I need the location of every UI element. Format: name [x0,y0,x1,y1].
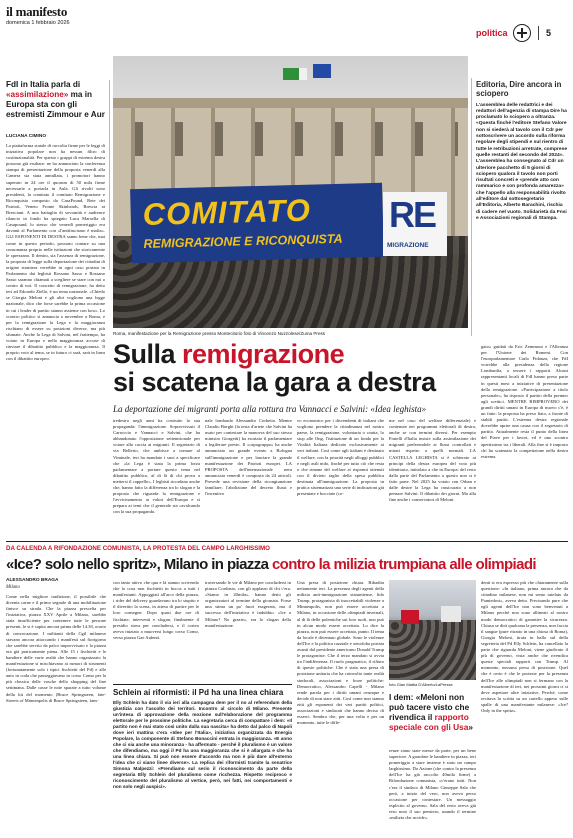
bottom-column-6: denti si era espresso più che chiaramente sulla questione: «In italiano, prima ancora che da cittadino milanese, non mi sento tutelato da Piantedosi», aveva detto. Precisando pure che egli agenti dell'Ice non sono benvenuti a Milano perché non sono allineati al nostro modo democratico di garantire la sicurezza. Chiusa se dirà qualcuna la presenza, non faccia il sangue (pure ritratto in una chiosa di Roma), Giorgia Meloni, tirata in ballo sul della segreteria del Pd Elly Schlein, ha cancellato la parte che riguarda Meloni, viene giudicato il più di governo, vista anche che rivendica queste speciali rapporti con Trump. Al momento, nessuna presa di posizione. Quel che è certo è che le proteste per la presenza dell'Ice alle olimpiadi non si fermano con la manifestazione di ieri, nei prossimi giorni ci si deve aspettare altre iniziative, Perché, come recitava la scritta su un cartello appeso sulle spalle di una manifestante milanese: «Ice? Only in the spritz». [481,580,568,713]
bottom-column-1: Come nella migliore tradizione, il possibile che diventa carne e il primo segnale di una mobilitazione finisce su strada. Che la piazza prescelta per l'iniziativa, piazza XXV Aprile a Milano, sarebbe stata insufficiente per contenere tutte le persone presenti, le si è capito ancora prima delle 14.30, orario di convocazione. I militanti della Cgil milanese stavano ancora attaccando i manifesti sul fiorigorno che sarebbe servito da palco improvvisato e la piazza era già praticamente piena. Alle 15 i fischietti e le bandiere delle varie realtà che hanno organizzato la manifestazione si mischiavano ai rumori di strumenti (fortunatamente solo i tipici fischietti del Pd) e alle auto in coda che passeggiavano in corso Como per la più classica delle vasche dello shopping del fine settimana. Dalle casse le note sparate a tutto volume della hit del momento (Bruce Springsteen, fate- Streets of Minneapolis di Bruce Springsteen, fans- [6,594,106,703]
sidebar-left-headline: FdI in Italia parla di «assimilazione» ma in Europa sta con gli estremisti Zimmour e Aur [6,80,105,119]
protest-photo [389,580,476,680]
bottom-column-4: Una presa di posizione chiara. Ribadita nettamente ieri. La presenza degli agenti della milizia anti-immigrazione statunitense, fido Trump, protagonista di inaccettabili violenze a Minneapolis, non può essere accettata a Milano, in occasione delle olimpiadi invernali, al di là delle polemiche sui loro ruoli, non può in alcun modo essere accettata. Lo dice la piazza, non può essere accettata, punto. Il tema da locale è diventato globale. Sono le violenze dell'Ice e la politica razziale e xenofoba portata avanti dal presidente americano Donald Trump le protagoniste. Che il terzo mandato si avvia tra l'indifferenza. Il ruolo pragmatico, il rifiuto di queste politiche. Che è stata una presa di posizione unitaria che ha coinvolto tante realtà sindacali, associazioni e forze politiche: Democratico, Alessandro Capelli - Milano rende parola per i diritti umani ovunque e decide di non stare zitti. Così come non stanno zitti gli esponenti dei vari partiti politici, associazioni e sindacati che hanno deciso di esserci. Sembra che, per una volta e per un momento, tutte le diffe- [297,580,384,726]
main-column-5: gato» guidati da Eric Zemmour e l'Alleanza per l'Unione dei Romeni. Con l'europarlamentare Carlo Fidanza, che FdI vorrebbe alla presidenza della regione Lombardia, a tessere i rapporti. Alcuni rappresentanti locali di FdI hanno preso parte in questi mesi a iniziative di presentazione della remigrazione. «Partecipazione a titolo personale», ha risposto il partito della premier agli scettici. MENTRE RIMPROVERO dei grandi diritti umani in Europa di nuovo c'è, è un fatto: la proposta ha preso fiato, a fronte di stabili partiti. L'estrema destra regionale dovrebbe aprire una causa con il segretario di partito. Attualmente resta il punto della linea del Piave per i lavori, ed è uno scontro apertissimo tra i liberali. Alla fine si è imposto chi ha scatenato la competizione nella destra estrema. [481,344,568,459]
protest-banner [130,183,384,264]
remigrazione-logo: RE MIGRAZIONE [383,192,447,256]
main-column-4: me nel caso del welfare differenziale) e contenute nei programmi elettorali di destra, anche se con termini diversi. Per esempio Fratelli d'Italia insiste sulla assimilazione dei migranti preferendole ai flussi controllati e mirati rispetto a quelli normali. LA CASTELLA LEGHISTA si è schierato ai principi della destra europea del voto più identitario, intitolato a che in Europa: del resto dalla parte del Parlamento a questo non si è fatto parte. Nel 2025 ha votato con Orban e dalle destre la Lega ha rassicurato a non pensare Salvini. Il dibattito dei giorni. Ma alla fine anche i conservatori di Meloni. [389,418,476,503]
bottom-author: ALESSANDRO BRAGA [6,578,59,583]
masthead-divider [538,26,539,40]
schlein-box-title: Schlein ai riformisti: il Pd ha una linea chiara [113,688,284,697]
main-column-1: tredestra negli anni ha costruito la sua propaganda: l'immigrazione. Sopravvissuti il Carroccio e Vannacci e Salvini, che ha abbandonato l'opposizione settentrionale per votare alla caccia ai migranti. Il segretario di via Bellerio, che ambisce a tornare al Viminale, ieri ha mandato i suoi a specificare che «la Lega è stata la prima forza parlamentare a portare questo tema nel dibattito pubblico, al di là di chi prova a mettersi il cappello». I leghisti ricordano anche che, hanno fatto la differenza tra lo slogan e la proposta che riguarda la remigrazione e l'avvicinamento ai valori dell'Europa e si prepara ai temi che il generale sta cavalcando con la sua propaganda. [113,418,200,515]
pull-quote: I dem: «Meloni non può tacere visto che rivendica il rapporto speciale con gli Usa» [389,692,473,732]
sidebar-right-body: L'assemblea delle redattrici e dei redattori dell'agenzia di stampa Dire ha proclamato lo sciopero a oltranza. «Questa finché l'editore Stefano Valore non si siederà al tavolo con il Cdr per sottoscrivere un accordo sulla riforma regolare degli stipendi e sul rientro di tutte le retribuzioni arretrate, comprese quelle restanti del secondo del 2024». L'assemblea ha consegnato al Cdr un ulteriore pacchetto di 5 giorni di sciopero qualora il tavolo non porti risultati concreti e «prende atto con rammarico e con profonda amarezza» che l'appello alla responsabilità rivolto all'editore dal sottosegretario all'Editoria, Alberto Barachini, rischia di cadere nel vuoto. Solidarietà da Fnsi e Associazioni regionali di Stampa. [476,102,568,221]
building-windows [123,122,458,156]
main-photo [113,56,468,328]
main-subheadline: La deportazione dei migranti porta alla rottura tra Vannacci e Salvini: «Idea leghista» [113,404,427,414]
bottom-headline: «Ice? solo nello spritz», Milano in piazza contro la milizia trumpiana alle olimpiadi [6,556,536,573]
sidebar-right-headline: Editoria, Dire ancora in sciopero [476,80,562,99]
bottom-location: Milano [6,585,20,590]
bottom-column-3: traversando le vie di Milano per concludersi in piazza Cordusio, con gli applausi di chi c'era. «Siamo in 20mila», hanno detto gli organizzatori al termine della giornata. Forse una stima un po' fuori esagerata, ma il successo dell'iniziativa è indubbio. «Ice a Milano? No grazie», era lo slogan della manifestazione. [205,580,291,628]
bottom-kicker: DA CALENDA A RIFONDAZIONE COMUNISTA, LA PROTESTA DEL CAMPO LARGHISSIMO [6,545,270,552]
flags [283,62,339,102]
photo-caption: Roma, manifestazione per la Remigrazione presso Montecitorio foto di Vincenzo Nuzzolese/Zuma Press [113,331,326,336]
protest-photo-caption: foto Gian Mattia D'Alberto/LaPresse [389,682,453,687]
bottom-column-5: renze siano state messe da parte, per un bene superiore. A guardare le bandiere in piazza, ieri pomeriggio a stare insieme è stato un campo larghissimo. Da Azione (che contro la presenza dell'Ice ha già raccolto 40mila firme) a Rifondazione comunista, «c'erano tutti. Non c'era il sindaco di Milano Giuseppe Sala che però, a inizio del vero, non aveva perso occasione per contestare. Un messaggio esplicito al governo. Sala del resto aveva già reso noto il suo pensiero, usando il termine «milizia che uccide». [389,748,476,821]
section-label: politica [476,28,508,38]
page-number: 5 [546,28,552,38]
masthead-date: domenica 1 febbraio 2026 [6,20,70,26]
masthead-logo: il manifesto [6,4,68,19]
sidebar-left-author: LUCIANA CIMINO [6,134,47,139]
section-divider [6,541,568,542]
sidebar-right [476,80,568,342]
bottom-column-2: con tanto attivo che qua e là stanno scrivendo che la cosa non fischietti in bocca a tutti i manifestanti. Appoggiati all'arco della piazza, i rider del delivery guardavano tra lo stupito e il divertito la scena, in attesa di partire per le loro consegne. Dopo quasi due ore di fischiate, interventi e slogan, finalmente il presidio stava per concludersi, e il corteo aveva iniziato a muoversi lungo corso Como, verso piazza Gae Aulenti. [113,580,199,640]
sidebar-left-body: La piattaforma statale di raccolta firme per le leggi di iniziativa popolare non ha nessun filtro di costituzionalità. Per questo i gruppi di estrema destra possono già esultare: ne ha annunciato la conferenza stampa di presentazione della proposta venerdì alla Camera sia stata annullata, i promotori hanno superato in 24 ore il quorum di 50 mila firme necessarie a portarla in Aula. Gli rivolti sono presidenti, la comitato il comitato Remigrazione e Riconquista composto da CasaPound, Rete dei Patrioti, Veneto Fronte Skinheads, Brescia ai Bresciani. A una battaglia di sovranità e audience rilancio in fondo ha spiegato Luca Marsella di Casapound, lo stesso che venerdì pomeriggio era davanti al Parlamento con «l'antifascismo è mafia». GLI ESPONENTI DI DESTRA sanno bene che, mai come in questo periodo, possono contare su una consonanza proprio nelle istituzioni che storicamente le sprezzano. Il dentro, sia l'assenza di remigrazione, la proposta di legge sulla deportazione dei cittadini di origine straniera verrebbe in ogni caso portata in Parlamento dai leghisti Rossano Sasso e Rossano Sasso saranno chiamati a scegliere se stare con noi o contro di noi. Il concetto di remigrazione, ha detto ieri ad Edoardo Ziello, è un tema nazionale. «Chiedo se Giorgia Meloni e gli altri vogliono una legge nazionale, dico che forse sarebbe la prima occasione in cui i leader di partito stanno assieme con loro». Lo scontro politico si annuncia a novembre a Roma, e per la remigrazione la Lega e la maggioranza rischiano di essere su posizioni diverse, ma più sfumate. Anche la Lega di Salvini, nel frattempo, ha votato in Europa e nella maggioranza accuse di rinviare il dibattito pubblico e la maggioranza. Il proprio voto al tema, se in futuro ci sarà, sarà in linea con il dibattito europeo. [6,143,105,362]
main-column-2: nale lombardo Alessandro Corbetta. Mentre Claudio Borghi (la testa d'ariete che Salvini ha usato per contestare la manovra del suo stesso ministro Giorgetti) ha esortato il parlamentare a legiferare presto. Il «capogruppo» ha anche annunciato un grande evento a Bologna sull'immigrazione e per lanciare la grande manifestazione dei Patrioti europei. LA PROPOSTA dell'internazionale nera annunciata venerdì è composta da 24 articoli. Prevede una revisione della ricongiunzione familiare, l'abolizione del decreto flussi e l'incentivo [205,418,292,497]
main-headline: Sulla remigrazione si scatena la gara a destra [113,339,436,397]
schlein-box-body: Elly Schlein ha dato il via ieri alla campagna dem per il no al referendum della giustizia con l'ascolto dei territori. Incontro al circolo di Milano. Presente un'intesa di approvazione della mozione sull'elaborazione del programma elettorale per le prossime politiche. La segretaria cerca di compattare i dem: «Il partito non è mai stato così unito dalla sua nascita» ha detto dal palco di Napoli dove ieri mattina c'era «Idee per l'Italia», iniziativa organizzata da Energia Popolare, la componente di Stefano Bonaccini entrata in maggioranza. «E anno che ci sia anche una minoranza - ha affermato - perché il pluralismo è un valore che difendiamo, ma oggi il Pd ha una maggioranza che si è allargata e che ha una linea chiara. Si può non essere d'accordo ma non è più dare all'esterno l'idea che ci siano linee diverse». La replica dei riformisti tramite la senatrice Simona Malpezzi: «Prendiamo sul serio il riconoscimento da parte della segretaria Elly Schlein del pluralismo come ricchezza. Rispetto reciproco e riconoscimento del pluralismo al vertice, però, nei fatti, nei comportamenti e non solo negli auspici». [113,700,292,789]
masthead [0,0,573,48]
main-column-3: vo economico per i discendenti di italiani che vogliono prendere la cittadinanza nel nostro paese, la remigrazione, volontaria o coatta, lo stop alle Ong, l'istituzione di un fondo per la Vitalità Italiana dedicato esclusivamente ai veri italiani. Così come agli italiani è destinato il welfare, con la priorità negli alloggi pubblici e negli asili nido, finché per tutto ciò che resta o che rimane del welfare ai risparmi ottenuti con il divieto taglio della spesa pubblica destinata all'immigrazione. La proposta in pratica sistematizza una serie di indicazioni già presentate e bocciate (co- [297,418,384,497]
schlein-box [113,684,292,831]
banner-top-text: COMITATO [142,192,312,232]
section-plus-icon [513,24,531,42]
banner-bottom-text: REMIGRAZIONE E RICONQUISTA [143,231,343,251]
